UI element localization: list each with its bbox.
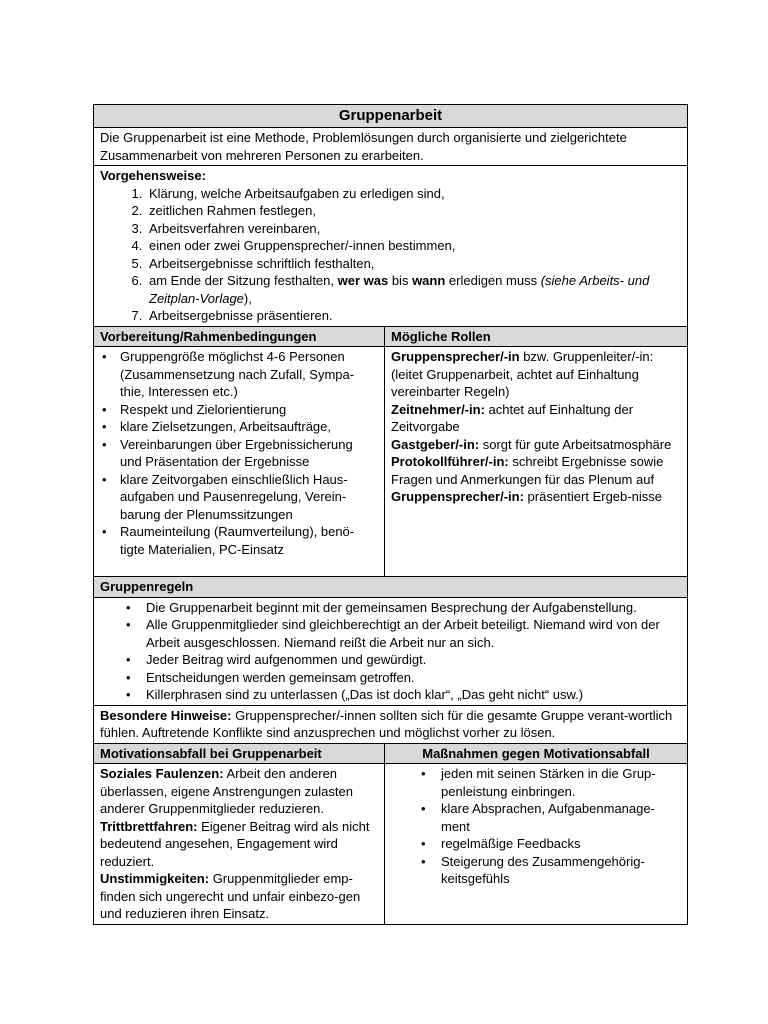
- gruppenregeln-heading: Gruppenregeln: [94, 577, 688, 598]
- motivation-left-heading: Motivationsabfall bei Gruppenarbeit: [94, 743, 385, 764]
- gruppenregeln-list: [100, 599, 681, 704]
- document-title: Gruppenarbeit: [94, 105, 688, 128]
- hinweise-cell: [94, 705, 688, 743]
- role-entry: Zeitnehmer/-in: achtet auf Einhaltung der Zeitvorgabe: [391, 401, 634, 434]
- vorgehensweise-steps: [100, 185, 681, 325]
- intro-text: Die Gruppenarbeit ist eine Methode, Problemlösungen durch organisierte und zielgerichtete Zusammenarbeit von mehreren Personen zu erarbeiten.: [94, 128, 688, 166]
- list-item: • Raumeinteilung (Raumverteilung), benö-tigte Materialien, PC-Einsatz: [120, 523, 378, 558]
- list-item: • Respekt und Zielorientierung: [120, 401, 378, 419]
- vorbereitung-list: [100, 348, 378, 558]
- vorgehensweise-heading: Vorgehensweise:: [100, 168, 206, 183]
- list-item: • Gruppengröße möglichst 4-6 Personen (Zusammensetzung nach Zufall, Sympa-thie, Interessen etc.): [120, 348, 378, 401]
- gruppenarbeit-table: [93, 104, 688, 925]
- measures-list: [391, 765, 681, 888]
- list-item: • Alle Gruppenmitglieder sind gleichberechtigt an der Arbeit beteiligt. Niemand wird von der Arbeit ausgeschlossen. Niemand reißt die Arbeit nur an sich.: [146, 616, 681, 651]
- list-item: • Steigerung des Zusammengehörig-keitsgefühls: [441, 853, 681, 888]
- list-item: • klare Zeitvorgaben einschließlich Haus-aufgaben und Pausenregelung, Verein-barung der Plenumssitzungen: [120, 471, 378, 524]
- gruppenregeln-cell: [94, 597, 688, 705]
- list-item: • Entscheidungen werden gemeinsam getroffen.: [146, 669, 681, 687]
- list-item: • Die Gruppenarbeit beginnt mit der gemeinsamen Besprechung der Aufgabenstellung.: [146, 599, 681, 617]
- step-item: 6. am Ende der Sitzung festhalten, wer was bis wann erledigen muss (siehe Arbeits- und Zeitplan-Vorlage),: [146, 272, 681, 307]
- vorbereitung-heading: Vorbereitung/Rahmenbedingungen: [94, 326, 385, 347]
- rollen-heading: Mögliche Rollen: [385, 326, 688, 347]
- vorbereitung-cell: [94, 347, 385, 577]
- step-item: 7. Arbeitsergebnisse präsentieren.: [146, 307, 681, 325]
- list-item: • Jeder Beitrag wird aufgenommen und gewürdigt.: [146, 651, 681, 669]
- step-item: 1. Klärung, welche Arbeitsaufgaben zu erledigen sind,: [146, 185, 681, 203]
- vorgehensweise-section: [94, 166, 688, 327]
- step-item: 5. Arbeitsergebnisse schriftlich festhalten,: [146, 255, 681, 273]
- step-item: 4. einen oder zwei Gruppensprecher/-innen bestimmen,: [146, 237, 681, 255]
- step-item: 2. zeitlichen Rahmen festlegen,: [146, 202, 681, 220]
- list-item: • klare Zielsetzungen, Arbeitsaufträge,: [120, 418, 378, 436]
- motivation-right-heading: Maßnahmen gegen Motivationsabfall: [385, 743, 688, 764]
- role-entry: Gastgeber/-in: sorgt für gute Arbeitsatmosphäre: [391, 436, 672, 452]
- motivation-causes-cell: [94, 764, 385, 925]
- rollen-cell: [385, 347, 688, 577]
- role-entry: Protokollführer/-in: schreibt Ergebnisse sowie Fragen und Anmerkungen für das Plenum auf: [391, 454, 664, 487]
- role-entry: Gruppensprecher/-in bzw. Gruppenleiter/-in: (leitet Gruppenarbeit, achtet auf Einhaltung vereinbarter Regeln): [391, 349, 654, 399]
- list-item: • regelmäßige Feedbacks: [441, 835, 681, 853]
- cause-entry: Soziales Faulenzen: Arbeit den anderen überlassen, eigene Anstrengungen zulasten anderer Gruppenmitglieder reduzieren.: [100, 766, 353, 816]
- cause-entry: Trittbrettfahren: Eigener Beitrag wird als nicht bedeutend angesehen, Engagement wird reduziert.: [100, 818, 370, 869]
- hinweise-label: Besondere Hinweise:: [100, 707, 232, 723]
- motivation-measures-cell: [385, 764, 688, 925]
- list-item: • Killerphrasen sind zu unterlassen („Das ist doch klar“, „Das geht nicht“ usw.): [146, 686, 681, 704]
- list-item: • Vereinbarungen über Ergebnissicherung und Präsentation der Ergebnisse: [120, 436, 378, 471]
- list-item: • jeden mit seinen Stärken in die Grup-penleistung einbringen.: [441, 765, 681, 800]
- role-entry: Gruppensprecher/-in: präsentiert Ergeb-nisse: [391, 489, 662, 504]
- hinweise-text: Gruppensprecher/-innen sollten sich für die gesamte Gruppe verant-wortlich fühlen. Auftretende Konflikte sind anzusprechen und möglichst vorher zu lösen.: [100, 707, 673, 740]
- step-item: 3. Arbeitsverfahren vereinbaren,: [146, 220, 681, 238]
- cause-entry: Unstimmigkeiten: Gruppenmitglieder emp-finden sich ungerecht und unfair einbezo-gen und reduzieren ihren Einsatz.: [100, 871, 361, 921]
- list-item: • klare Absprachen, Aufgabenmanage-ment: [441, 800, 681, 835]
